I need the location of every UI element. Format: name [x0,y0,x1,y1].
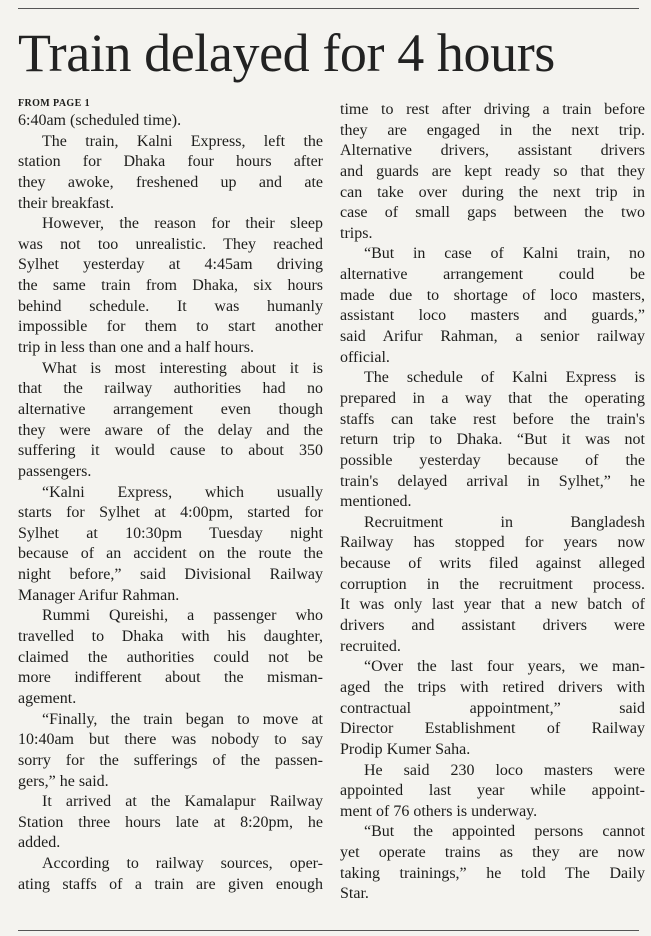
text-line: corruption in the recruitment process. [340,575,645,593]
text-line: the same train from Dhaka, six hours [18,277,323,295]
text-line: alternative arrangement even though [18,400,323,418]
text-line: suffering it would cause to about 350 [18,442,323,460]
text-line: because of an accident on the route the [18,545,323,563]
text-line: added. [18,834,61,852]
text-line: case of small gaps between the two [340,204,645,222]
text-line: recruited. [340,637,401,655]
text-line: Railway has stopped for years now [340,534,645,552]
text-line: What is most interesting about it is [42,359,323,377]
text-line: was not too unrealistic. They reached [18,235,323,253]
text-line: According to railway sources, oper- [42,855,323,873]
text-line: drivers and assistant drivers were [340,617,645,635]
text-line: Rummi Qureishi, a passenger who [42,607,323,625]
text-line: It arrived at the Kamalapur Railway [42,793,323,811]
text-line: He said 230 loco masters were [364,761,645,779]
text-line: gers,” he said. [18,772,109,790]
text-line: time to rest after driving a train before [340,101,645,118]
text-line: station for Dhaka four hours after [18,153,323,171]
text-line: “Kalni Express, which usually [42,483,323,501]
text-line: and guards are kept ready so that they [340,162,645,180]
text-line: contractual appointment,” said [340,699,645,717]
text-line: yet operate trains as they are now [340,844,645,862]
text-line: alternative arrangement could be [340,266,645,284]
text-line: Sylhet yesterday at 4:45am driving [18,256,323,274]
text-line: Star. [340,885,369,903]
text-line: said Arifur Rahman, a senior railway [340,328,645,346]
text-line: return trip to Dhaka. “But it was not [340,431,645,449]
text-line: made due to shortage of loco masters, [340,286,645,304]
text-line: “Finally, the train began to move at [42,710,323,728]
text-line: The train, Kalni Express, left the [42,132,323,150]
text-line: prepared in a way that the operating [340,389,645,407]
text-line: they were aware of the delay and the [18,421,323,439]
text-line: their breakfast. [18,194,114,212]
text-line: 6:40am (scheduled time). [18,112,182,129]
text-line: aged the trips with retired drivers with [340,678,645,696]
right-column-body [340,100,645,905]
top-rule [18,8,639,9]
text-line: However, the reason for their sleep [42,215,323,233]
text-line: Manager Arifur Rahman. [18,586,180,604]
text-line: Alternative drivers, assistant drivers [340,142,645,160]
text-line: ment of 76 others is underway. [340,802,538,820]
text-line: sorry for the sufferings of the passen- [18,751,323,769]
text-line: can take over during the next trip in [340,183,645,201]
text-line: 10:40am but there was nobody to say [18,731,323,749]
text-line: that the railway authorities had no [18,380,323,398]
text-line: more indifferent about the misman- [18,669,323,687]
right-column [340,100,645,905]
text-line: staffs can take rest before the train's [340,410,645,428]
text-line: they awoke, freshened up and ate [18,173,323,191]
text-line: It was only last year that a new batch of [340,596,645,614]
text-line: Sylhet at 10:30pm Tuesday night [18,524,323,542]
text-line: starts for Sylhet at 4:00pm, started for [18,504,323,522]
text-line: because of writs filed against alleged [340,555,645,573]
text-line: night before,” said Divisional Railway [18,566,323,584]
text-line: passengers. [18,462,92,480]
text-line: agement. [18,689,77,707]
text-line: appointed last year while appoint- [340,782,645,800]
text-line: behind schedule. It was humanly [18,297,323,315]
text-line: Recruitment in Bangladesh [364,513,645,531]
text-line: impossible for them to start another [18,318,323,336]
headline: Train delayed for 4 hours [18,23,555,83]
text-line: official. [340,348,390,366]
left-column-body [18,111,323,895]
text-line: “But in case of Kalni train, no [364,245,645,263]
text-line: The schedule of Kalni Express is [364,369,645,387]
text-line: mentioned. [340,493,412,511]
text-line: trips. [340,224,373,242]
text-line: possible yesterday because of the [340,451,645,469]
text-line: ating staffs of a train are given enough [18,875,323,893]
text-line: “Over the last four years, we man- [364,658,645,676]
text-line: Director Establishment of Railway [340,720,645,738]
text-line: they are engaged in the next trip. [340,121,645,139]
left-column [18,96,323,895]
text-line: taking trainings,” he told The Daily [340,864,645,882]
continuation-kicker: FROM PAGE 1 [18,98,90,109]
text-line: “But the appointed persons cannot [364,823,645,841]
text-line: travelled to Dhaka with his daughter, [18,628,323,646]
text-line: Station three hours late at 8:20pm, he [18,813,323,831]
bottom-rule [18,930,639,931]
text-line: train's delayed arrival in Sylhet,” he [340,472,645,490]
text-line: trip in less than one and a half hours. [18,339,254,357]
text-line: claimed the authorities could not be [18,648,323,666]
text-line: Prodip Kumer Saha. [340,740,471,758]
text-line: assistant loco masters and guards,” [340,307,645,325]
